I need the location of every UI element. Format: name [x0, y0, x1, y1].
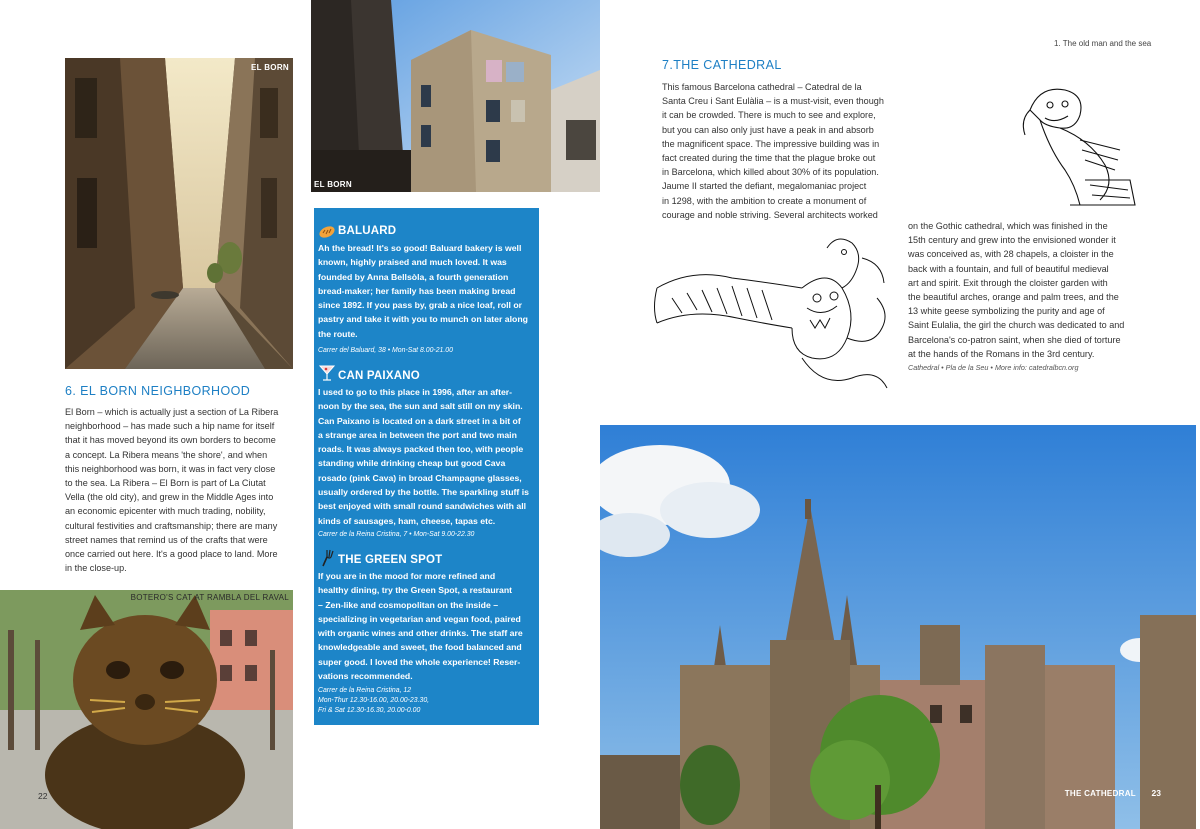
photo-caption: EL BORN [314, 180, 352, 189]
body-line: healthy dining, try the Green Spot, a restaurant [318, 585, 513, 596]
body-line: in Barcelona, which killed about 30% of its population. [662, 167, 879, 178]
body-line: it can be crowded. There is much to see and explore, [662, 110, 876, 121]
body-line: rosado (pink Cava) in broad Champagne glasses, [318, 472, 522, 483]
paixano-title: CAN PAIXANO [338, 370, 420, 382]
body-line: pastry and take it with you to munch on later along [318, 314, 528, 325]
body-line: art and spirit. Exit through the cloister garden with [908, 277, 1108, 288]
body-line: known, highly praised and much loved. It was [318, 257, 507, 268]
paixano-meta: Carrer de la Reina Cristina, 7 • Mon-Sat 9.00-22.30 [318, 531, 475, 538]
body-line: Vella (the old city), and grew in the Middle Ages into [65, 492, 274, 503]
body-line: El Born – which is actually just a section of La Ribera [65, 407, 279, 417]
body-line: If you are in the mood for more refined and [318, 571, 496, 581]
section-6-body [65, 405, 297, 575]
meta-line: Mon-Thur 12.30-16.00, 20.00-23.30, [318, 697, 430, 704]
body-line: this neighborhood was born, it was in fact very close [65, 463, 276, 474]
body-line: the magnificent space. The impressive building was in [662, 138, 880, 149]
body-line: but you can also only just have a peak in and absorb [662, 124, 874, 135]
body-line: that it has moved beyond its own borders to become [65, 435, 276, 446]
body-line: cultural festivities and craftsmanship; there are many [65, 520, 278, 531]
body-line: at the hands of the Romans in the 3rd century. [908, 348, 1095, 359]
body-line: Ah the bread! It's so good! Baluard bakery is well [318, 243, 522, 253]
body-line: the beautiful arches, orange and palm trees, and the [908, 292, 1119, 303]
section-6-title: 6. EL BORN NEIGHBORHOOD [65, 384, 251, 398]
body-line: courage and noble striving. Several architects worked [662, 209, 878, 220]
body-line: neighborhood – has made such a hip name for itself [65, 421, 275, 432]
body-line: the route. [318, 328, 358, 339]
running-head: 1. The old man and the sea [1054, 39, 1152, 48]
greenspot-meta [318, 686, 528, 716]
bread-icon [318, 222, 336, 240]
body-line: knowledgeable and sweet, the food balanced and [318, 642, 522, 653]
baluard-title: BALUARD [338, 225, 397, 237]
body-line: once carried out here. It's a good place to land. More [65, 549, 278, 560]
body-line: street names that remind us of the crafts that were [65, 534, 268, 545]
body-line: roads. It was always packed then too, with people [318, 444, 524, 455]
body-line: best enjoyed with small round sandwiches with all [318, 501, 527, 512]
body-line: kinds of sausages, ham, cheese, tapas etc. [318, 515, 496, 526]
photo-caption: THE CATHEDRAL [1064, 789, 1136, 798]
body-line: was conceived as, with 28 chapels, a cloister in the [908, 249, 1114, 260]
fork-icon [318, 549, 336, 567]
body-line: a concept. La Ribera means 'the shore', and when [65, 449, 268, 460]
body-line: an economic epicenter with much trading, nobility, [65, 506, 266, 517]
body-line: in 1298, with the ambition to create a monument of [662, 195, 867, 206]
photo-caption: BOTERO'S CAT AT RAMBLA DEL RAVAL [130, 593, 289, 602]
body-line: back with a fountain, and full of beautiful medieval [908, 263, 1109, 274]
body-line: This famous Barcelona cathedral – Catedral de la [662, 82, 862, 92]
body-line: 15th century and grew into the envisioned wonder it [908, 235, 1116, 246]
body-line: with organic wines and other drinks. The staff are [318, 628, 523, 639]
body-line: 13 white geese symbolizing the purity and age of [908, 306, 1105, 317]
body-line: vations recommended. [318, 671, 413, 682]
section-7-meta: Cathedral • Pla de la Seu • More info: catedralbcn.org [908, 363, 1079, 372]
gargoyle-drawing [652, 228, 897, 398]
paixano-body [318, 385, 536, 528]
cocktail-glass-icon [318, 364, 336, 382]
body-line: fact created during the time that the plague broke out [662, 153, 876, 164]
body-line: to the sea. La Ribera – El Born is part of La Ciutat [65, 478, 266, 489]
body-line: Barcelona's co-patron saint, when she died of torture [908, 334, 1121, 345]
body-line: noon by the sea, the sun and salt still on my skin. [318, 401, 523, 412]
photo-caption: EL BORN [251, 63, 289, 72]
page-number-left: 22 [38, 791, 48, 801]
meta-line: Fri & Sat 12.30-16.30, 20.00-0.00 [318, 707, 421, 714]
body-line: in the close-up. [65, 563, 127, 574]
body-line: since 1892. If you pass by, grab a nice loaf, roll or [318, 300, 523, 311]
greenspot-body [318, 569, 536, 683]
greenspot-title: THE GREEN SPOT [338, 554, 443, 566]
body-line: Jaume II started the defiant, megalomaniac project [662, 181, 867, 192]
listings-box [314, 208, 539, 725]
baluard-meta: Carrer del Baluard, 38 • Mon-Sat 8.00-21.00 [318, 347, 453, 354]
section-7-body-top [662, 80, 902, 222]
gargoyle-sketch [1010, 80, 1138, 210]
body-line: founded by Anna Bellsòla, a fourth generation [318, 271, 509, 282]
body-line: Saint Eulalia, the girl the church was dedicated to and [908, 320, 1125, 331]
body-line: a strange area in between the port and two main [318, 429, 517, 440]
page-number-right: 23 [1151, 788, 1161, 798]
section-7-title: 7.THE CATHEDRAL [662, 58, 782, 72]
el-born-building-photo [311, 0, 600, 192]
body-line: Can Paixano is located on a dark street in a bit of [318, 415, 521, 426]
el-born-alley-photo [65, 58, 293, 369]
baluard-body [318, 241, 536, 341]
body-line: usually ordered by the bottle. The sparkling stuff is [318, 487, 529, 498]
body-line: Santa Creu i Sant Eulàlia – is a must-visit, even though [662, 96, 884, 107]
body-line: standing while drinking cheap but good Cava [318, 458, 506, 469]
body-line: – Zen-like and cosmopolitan on the inside – [318, 599, 499, 610]
botero-cat-photo [0, 590, 293, 829]
body-line: super good. I loved the whole experience! Reser- [318, 656, 521, 667]
section-7-body-bottom [908, 219, 1143, 361]
body-line: specializing in vegetarian and vegan food, paired [318, 613, 521, 624]
cathedral-photo [600, 425, 1196, 829]
body-line: bread-maker; her family has been making bread [318, 285, 516, 296]
body-line: I used to go to this place in 1996, after an after- [318, 387, 513, 397]
body-line: on the Gothic cathedral, which was finished in the [908, 221, 1108, 231]
meta-line: Carrer de la Reina Cristina, 12 [318, 687, 412, 694]
